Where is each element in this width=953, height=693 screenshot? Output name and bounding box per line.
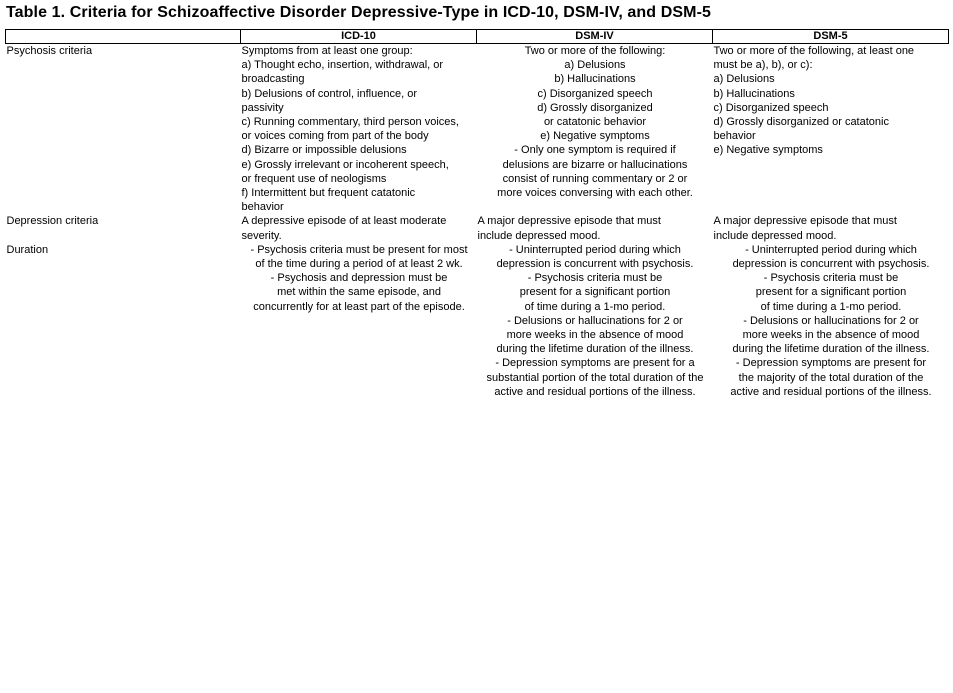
cell-line: more weeks in the absence of mood [742, 329, 920, 342]
cell-line: Two or more of the following, at least one [713, 45, 915, 57]
cell-line: d) Grossly disorganized [537, 101, 653, 114]
cell-line: of time during a 1-mo period. [760, 300, 902, 313]
cell-line: present for a significant portion [519, 286, 671, 299]
row-label-psychosis [6, 44, 241, 215]
cell-line: d) Grossly disorganized or catatonic [713, 116, 889, 129]
cell-line: active and residual portions of the illness. [494, 385, 696, 398]
cell-icd10-depression [241, 214, 477, 242]
table-row [6, 243, 949, 399]
cell-line: e) Grossly irrelevant or incoherent speech, [241, 158, 449, 171]
cell-line: f) Intermittent but frequent catatonic [241, 187, 416, 200]
table-row [6, 214, 949, 242]
cell-line: include depressed mood. [477, 229, 601, 242]
cell-line: of the time during a period of at least 2 wk. [255, 258, 463, 271]
cell-line: include depressed mood. [713, 229, 837, 242]
cell-line: d) Bizarre or impossible delusions [241, 144, 407, 157]
cell-line: consist of running commentary or 2 or [502, 172, 688, 185]
cell-dsm5-duration [713, 243, 949, 399]
cell-line: b) Hallucinations [713, 87, 795, 100]
header-row [6, 30, 949, 44]
cell-line: depression is concurrent with psychosis. [732, 258, 930, 271]
cell-line: c) Running commentary, third person voices, [241, 116, 459, 129]
cell-line: delusions are bizarre or hallucinations [502, 158, 688, 171]
cell-line: A depressive episode of at least moderate [241, 215, 447, 228]
cell-line: - Uninterrupted period during which [509, 243, 681, 256]
cell-line: concurrently for at least part of the episode. [253, 300, 465, 313]
cell-line: active and residual portions of the illness. [730, 385, 932, 398]
table-row [6, 44, 949, 215]
cell-dsm4-psychosis [477, 44, 713, 215]
cell-line: more voices conversing with each other. [497, 187, 693, 200]
cell-line: severity. [241, 229, 282, 242]
row-label: Psychosis criteria [6, 45, 93, 57]
header-cell-icd10: ICD-10 [241, 30, 477, 44]
cell-line: during the lifetime duration of the illness. [496, 343, 694, 356]
cell-line: - Only one symptom is required if [514, 144, 676, 157]
cell-dsm5-psychosis [713, 44, 949, 215]
row-label: Depression criteria [6, 215, 99, 228]
cell-line: - Delusions or hallucinations for 2 or [743, 314, 919, 327]
row-label: Duration [6, 243, 49, 256]
header-cell-dsm5: DSM-5 [713, 30, 949, 44]
cell-line: the majority of the total duration of the [738, 371, 924, 384]
cell-dsm5-depression [713, 214, 949, 242]
cell-line: - Psychosis criteria must be [527, 272, 663, 285]
cell-line: behavior [241, 201, 284, 214]
cell-line: A major depressive episode that must [713, 215, 897, 228]
criteria-table [5, 29, 949, 399]
cell-line: - Depression symptoms are present for a [495, 357, 695, 370]
cell-line: b) Delusions of control, influence, or [241, 87, 417, 100]
cell-line: Symptoms from at least one group: [241, 45, 413, 57]
cell-line: behavior [713, 130, 756, 143]
cell-line: a) Delusions [564, 59, 626, 72]
cell-line: or catatonic behavior [543, 116, 647, 129]
cell-line: substantial portion of the total duration of the [486, 371, 704, 384]
row-label-duration [6, 243, 241, 399]
cell-line: present for a significant portion [755, 286, 907, 299]
cell-dsm4-depression [477, 214, 713, 242]
cell-line: - Depression symptoms are present for [735, 357, 927, 370]
cell-line: c) Disorganized speech [713, 101, 829, 114]
cell-icd10-duration [241, 243, 477, 399]
cell-line: c) Disorganized speech [537, 87, 653, 100]
cell-line: depression is concurrent with psychosis. [496, 258, 694, 271]
cell-line: of time during a 1-mo period. [524, 300, 666, 313]
table-title: Table 1. Criteria for Schizoaffective Disorder Depressive-Type in ICD-10, DSM-IV, and DSM-5 [6, 4, 711, 21]
cell-line: met within the same episode, and [277, 286, 441, 299]
cell-line: must be a), b), or c): [713, 59, 813, 72]
cell-line: or frequent use of neologisms [241, 172, 387, 185]
cell-line: a) Delusions [713, 73, 775, 86]
cell-line: - Psychosis criteria must be [763, 272, 899, 285]
cell-line: Two or more of the following: [524, 45, 666, 57]
cell-line: - Uninterrupted period during which [745, 243, 917, 256]
cell-line: e) Negative symptoms [540, 130, 650, 143]
cell-line: more weeks in the absence of mood [506, 329, 684, 342]
row-label-depression [6, 214, 241, 242]
cell-dsm4-duration [477, 243, 713, 399]
cell-line: during the lifetime duration of the illness. [732, 343, 930, 356]
cell-line: a) Thought echo, insertion, withdrawal, or [241, 59, 444, 72]
cell-line: broadcasting [241, 73, 305, 86]
header-cell-dsm4: DSM-IV [477, 30, 713, 44]
cell-line: - Psychosis and depression must be [270, 272, 448, 285]
cell-line: A major depressive episode that must [477, 215, 661, 228]
header-cell-blank [6, 30, 241, 44]
cell-line: - Psychosis criteria must be present for most [250, 243, 468, 256]
cell-line: passivity [241, 101, 284, 114]
cell-line: b) Hallucinations [554, 73, 636, 86]
cell-icd10-psychosis [241, 44, 477, 215]
cell-line: - Delusions or hallucinations for 2 or [507, 314, 683, 327]
cell-line: e) Negative symptoms [713, 144, 823, 157]
cell-line: or voices coming from part of the body [241, 130, 429, 143]
